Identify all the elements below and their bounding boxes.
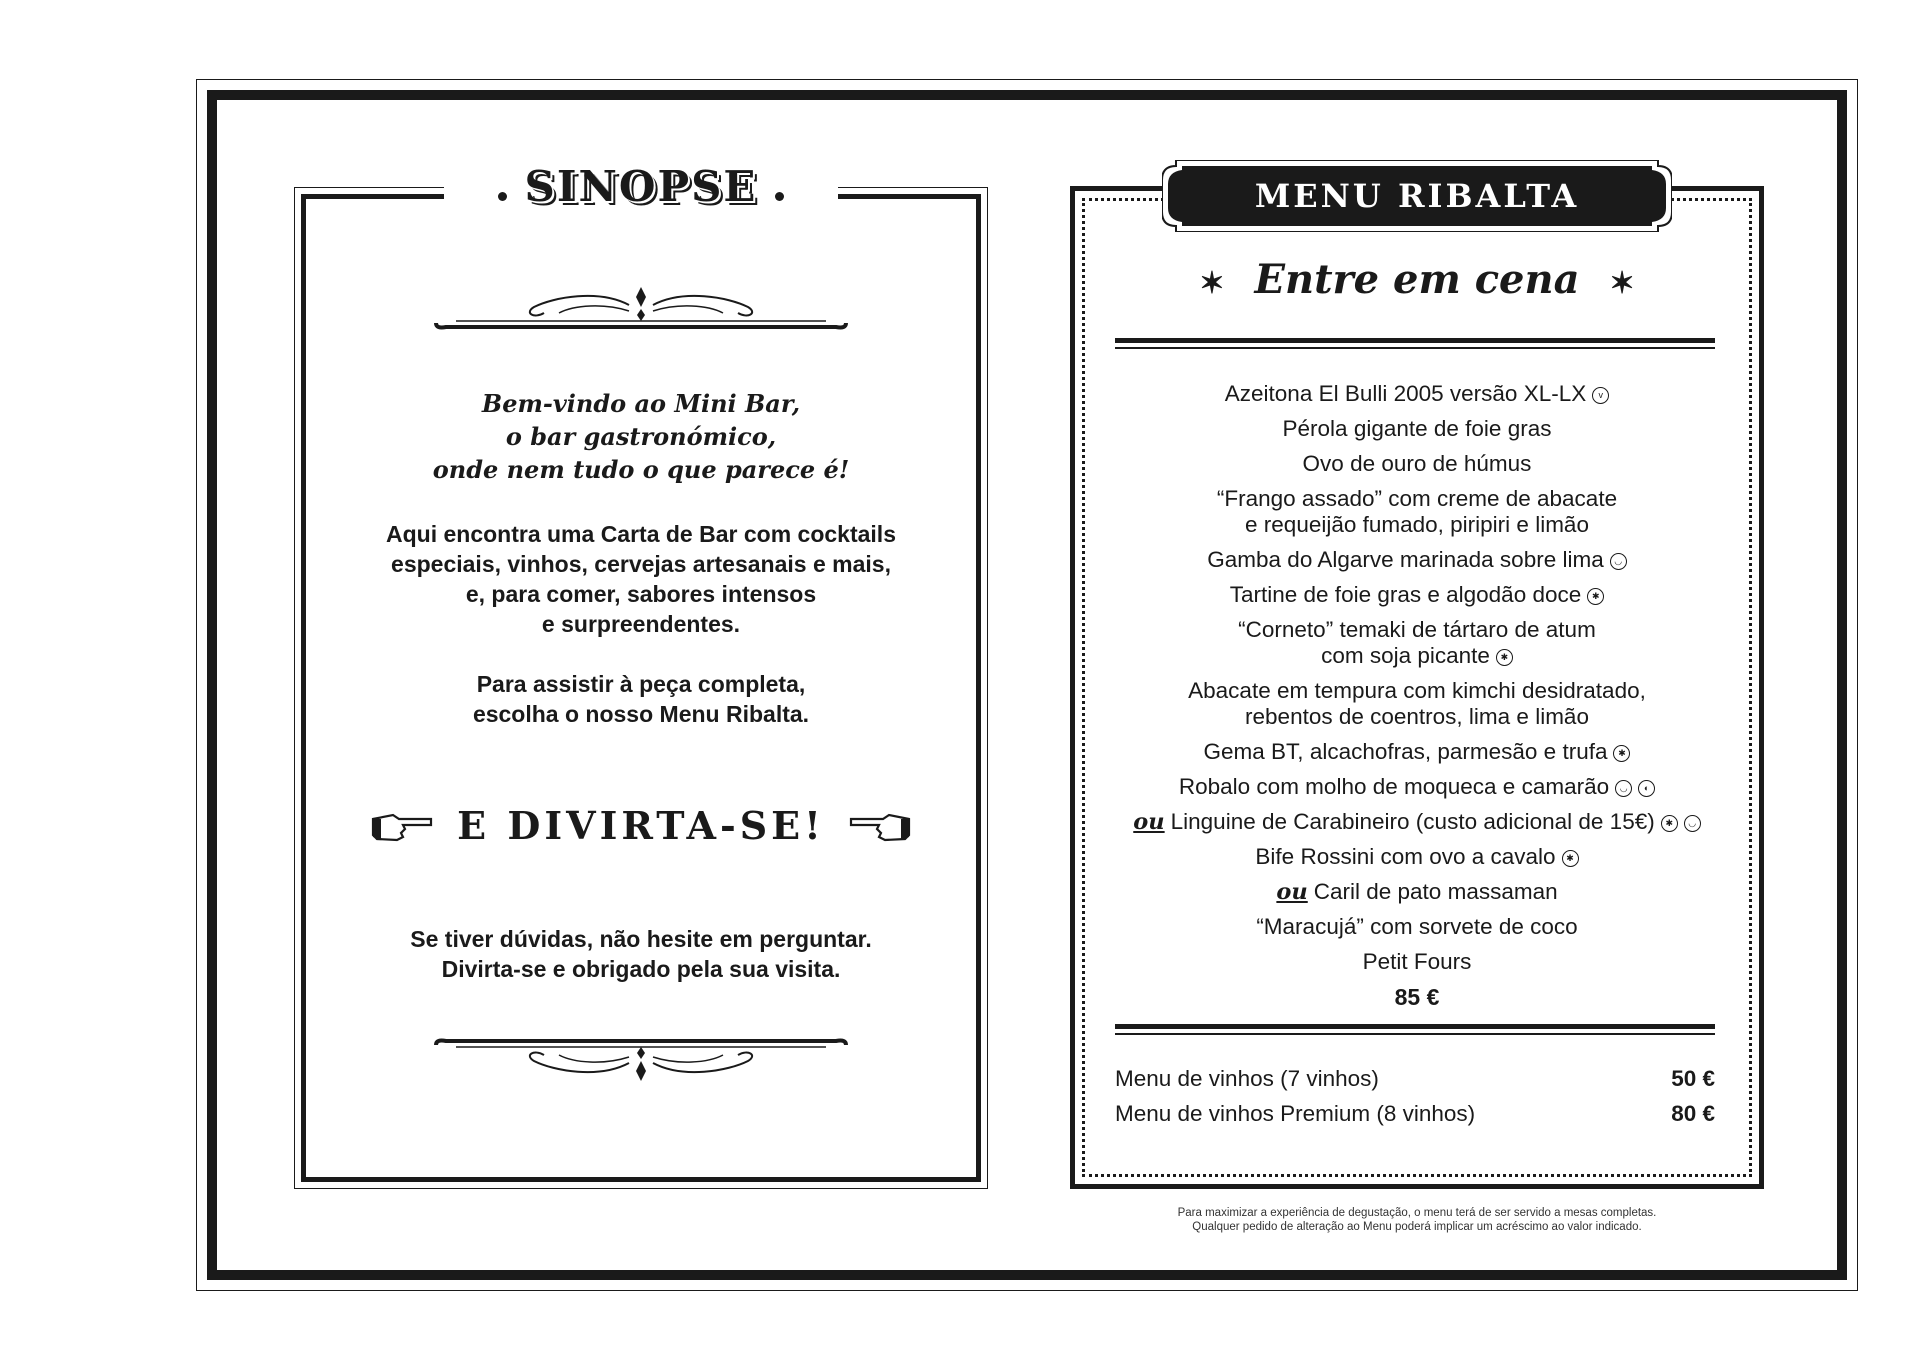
- menu-item-text: Tartine de foie gras e algodão doce: [1229, 582, 1582, 607]
- slogan-text: E DIVIRTA-SE!: [457, 803, 825, 848]
- menu-item: [1090, 949, 1744, 975]
- gluten-allergen-icon: ✱: [1613, 745, 1630, 762]
- menu-item-text: Robalo com molho de moqueca e camarão: [1178, 774, 1610, 799]
- menu-item-line: [1090, 949, 1744, 975]
- menu-item-line: [1090, 582, 1744, 608]
- menu-item-line: [1090, 381, 1744, 407]
- menu-item-text: Abacate em tempura com kimchi desidratado,: [1188, 678, 1646, 703]
- paragraph-line: e, para comer, sabores intensos: [465, 581, 817, 607]
- menu-item-text: Caril de pato massaman: [1313, 879, 1558, 904]
- wine-menu-price: 80 €: [1671, 1101, 1715, 1126]
- menu-item-line: [1090, 774, 1744, 800]
- menu-item-text: Azeitona El Bulli 2005 versão XL-LX: [1224, 381, 1587, 406]
- menu-item-line: [1090, 617, 1744, 643]
- menu-item-text: Pérola gigante de foie gras: [1282, 416, 1552, 441]
- wine-menu-label: Menu de vinhos Premium (8 vinhos): [1115, 1101, 1476, 1126]
- wine-menu-label: Menu de vinhos (7 vinhos): [1115, 1066, 1379, 1091]
- menu-item: [1090, 451, 1744, 477]
- wine-menu-row: [1115, 1099, 1715, 1129]
- pointing-hand-right-icon: [369, 809, 435, 843]
- menu-item: [1090, 486, 1744, 538]
- paragraph-line: Divirta-se e obrigado pela sua visita.: [441, 956, 841, 982]
- menu-title: MENU RIBALTA: [1254, 177, 1580, 215]
- top-ornament-icon: [434, 283, 848, 333]
- alternative-marker: ou: [1276, 879, 1308, 905]
- menu-item: [1090, 547, 1744, 573]
- menu-item-line: [1090, 809, 1744, 835]
- menu-item-text: Bife Rossini com ovo a cavalo: [1255, 844, 1556, 869]
- paragraph-line: escolha o nosso Menu Ribalta.: [472, 701, 810, 727]
- menu-ribalta-panel: [1070, 177, 1764, 1189]
- footnote-line: Qualquer pedido de alteração ao Menu poderá implicar um acréscimo ao valor indicado.: [1192, 1221, 1642, 1233]
- menu-item-text: “Maracujá” com sorvete de coco: [1256, 914, 1578, 939]
- top-double-rule: [1115, 338, 1715, 350]
- menu-item-line: [1090, 416, 1744, 442]
- paragraph-line: especiais, vinhos, cervejas artesanais e mais,: [391, 551, 891, 577]
- intro-paragraph: [314, 519, 968, 639]
- bullet-dot: [775, 192, 784, 201]
- menu-item-text: “Corneto” temaki de tártaro de atum: [1238, 617, 1596, 642]
- bullet-dot: [498, 192, 507, 201]
- pointing-hand-left-icon: [847, 809, 913, 843]
- menu-item-text: e requeijão fumado, piripiri e limão: [1245, 512, 1589, 537]
- wine-menu-row: [1115, 1064, 1715, 1094]
- sinopse-title-wrap: [444, 162, 838, 211]
- menu-subtitle-row: [1070, 256, 1764, 303]
- sinopse-title: SINOPSE: [524, 162, 758, 211]
- menu-item-text: rebentos de coentros, lima e limão: [1245, 704, 1589, 729]
- intro-line: o bar gastronómico,: [505, 422, 777, 451]
- menu-item: [1090, 774, 1744, 800]
- bottom-ornament-icon: [434, 1035, 848, 1085]
- v-allergen-icon: v: [1592, 387, 1609, 404]
- menu-item-line: [1090, 678, 1744, 704]
- gluten-allergen-icon: ✱: [1661, 815, 1678, 832]
- menu-item: [1090, 844, 1744, 870]
- menu-item-line: [1090, 486, 1744, 512]
- menu-items-list: [1090, 381, 1744, 1010]
- closing-paragraph: [314, 924, 968, 984]
- shellfish-allergen-icon: ◡: [1610, 553, 1627, 570]
- menu-item: [1090, 914, 1744, 940]
- paragraph-line: e surpreendentes.: [541, 611, 741, 637]
- shellfish-allergen-icon: ◡: [1615, 780, 1632, 797]
- menu-item-line: [1090, 451, 1744, 477]
- menu-item-line: [1090, 643, 1744, 669]
- shellfish-allergen-icon: ◡: [1684, 815, 1701, 832]
- star-icon: ✶: [1609, 265, 1635, 301]
- welcome-intro: [314, 387, 968, 486]
- menu-item: [1090, 739, 1744, 765]
- menu-item-text: Gamba do Algarve marinada sobre lima: [1207, 547, 1604, 572]
- gluten-allergen-icon: ✱: [1587, 588, 1604, 605]
- star-icon: ✶: [1199, 265, 1225, 301]
- wine-menu-price: 50 €: [1671, 1066, 1715, 1091]
- menu-item-line: [1090, 844, 1744, 870]
- sinopse-panel: [294, 162, 988, 1189]
- menu-item: [1090, 617, 1744, 669]
- footnote-line: Para maximizar a experiência de degustação, o menu terá de ser servido a mesas completas.: [1177, 1207, 1657, 1219]
- intro-line: Bem-vindo ao Mini Bar,: [481, 389, 801, 418]
- menu-item-text: “Frango assado” com creme de abacate: [1216, 486, 1618, 511]
- slogan: [294, 799, 988, 848]
- menu-subtitle: Entre em cena: [1254, 256, 1580, 303]
- menu-item-text: com soja picante: [1321, 643, 1490, 668]
- menu-item-line: [1090, 914, 1744, 940]
- gluten-allergen-icon: ✱: [1496, 649, 1513, 666]
- menu-item-line: [1090, 739, 1744, 765]
- menu-item-line: [1090, 512, 1744, 538]
- menu-item-text: Gema BT, alcachofras, parmesão e trufa: [1203, 739, 1608, 764]
- bottom-double-rule: [1115, 1024, 1715, 1036]
- menu-item-line: [1090, 704, 1744, 730]
- alternative-marker: ou: [1133, 809, 1165, 835]
- menu-item: [1090, 381, 1744, 407]
- gluten-allergen-icon: ✱: [1562, 850, 1579, 867]
- paragraph-line: Aqui encontra uma Carta de Bar com cocktails: [386, 521, 896, 547]
- footnote: [1070, 1206, 1764, 1234]
- menu-item: [1090, 678, 1744, 730]
- menu-item: [1090, 416, 1744, 442]
- menu-item: [1090, 879, 1744, 905]
- paragraph-line: Se tiver dúvidas, não hesite em perguntar.: [410, 926, 872, 952]
- fish-allergen-icon: ◐: [1638, 780, 1655, 797]
- ribalta-invite-paragraph: [314, 669, 968, 729]
- intro-line: onde nem tudo o que parece é!: [432, 455, 850, 484]
- menu-item-line: [1090, 879, 1744, 905]
- menu-item-line: [1090, 547, 1744, 573]
- menu-item-text: Ovo de ouro de húmus: [1302, 451, 1532, 476]
- menu-item-text: Linguine de Carabineiro (custo adicional de 15€): [1170, 809, 1655, 834]
- paragraph-line: Para assistir à peça completa,: [476, 671, 806, 697]
- menu-total-price: 85 €: [1394, 984, 1440, 1010]
- menu-item: [1090, 809, 1744, 835]
- menu-item: [1090, 582, 1744, 608]
- menu-item-text: Petit Fours: [1362, 949, 1472, 974]
